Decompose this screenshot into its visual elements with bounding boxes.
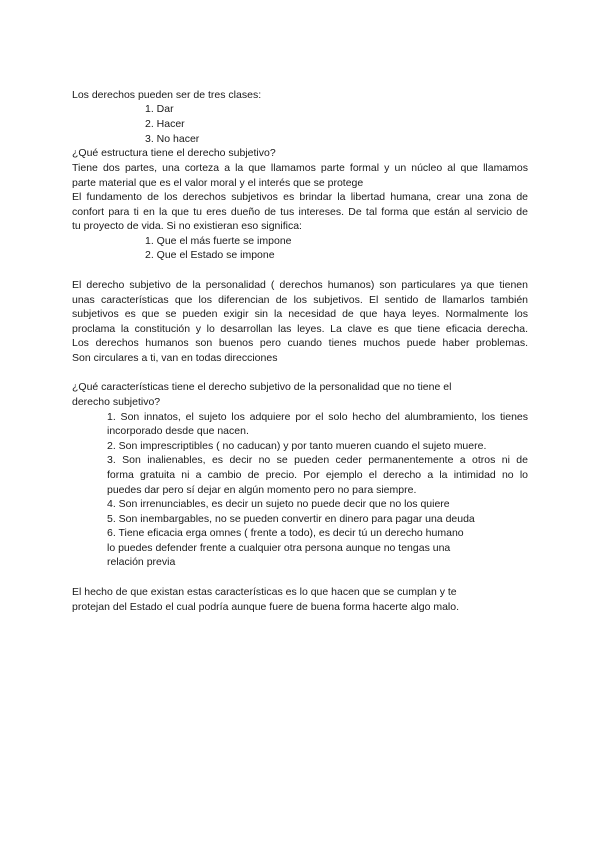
characteristic-item: relación previa [107, 556, 176, 568]
paragraph-line: Los derechos humanos son buenos pero cuando tienes muchos puede haber problemas. [72, 337, 528, 349]
paragraph-line: protejan del Estado el cual podría aunque fuere de buena forma hacerte algo malo. [72, 601, 460, 613]
characteristic-item: 2. Son imprescriptibles ( no caducan) y por tanto mueren cuando el sujeto muere. [107, 440, 487, 452]
characteristic-item: 4. Son irrenunciables, es decir un sujeto no puede decir que no los quiere [107, 498, 450, 510]
paragraph-line: El hecho de que existan estas características es lo que hacen que se cumplan y te [72, 586, 457, 598]
classes-heading: Los derechos pueden ser de tres clases: [72, 89, 262, 101]
characteristic-item: puedes dar pero sí dejar en algún momento pero no para siempre. [107, 484, 417, 496]
characteristic-item: 1. Son innatos, el sujeto los adquiere por el solo hecho del alumbramiento, los tienes [107, 411, 528, 423]
paragraph-line: unas características que los diferencian de los subjetivos. El sentido de llamarlos también [72, 294, 528, 306]
class-item: 1. Dar [145, 103, 174, 115]
characteristic-item: 6. Tiene eficacia erga omnes ( frente a todo), es decir tú un derecho humano [107, 527, 464, 539]
paragraph-line: Son circulares a ti, van en todas direcciones [72, 352, 278, 364]
class-item: 3. No hacer [145, 133, 200, 145]
paragraph-line: tu proyecto de vida. Si no existieran eso significa: [72, 220, 302, 232]
consequence-item: 1. Que el más fuerte se impone [145, 235, 292, 247]
paragraph-line: Tiene dos partes, una corteza a la que llamamos parte formal y un núcleo al que llamamos [72, 162, 528, 174]
characteristic-item: 5. Son inembargables, no se pueden convertir en dinero para pagar una deuda [107, 513, 475, 525]
consequence-item: 2. Que el Estado se impone [145, 249, 275, 261]
caracteristicas-question: derecho subjetivo? [72, 396, 161, 408]
paragraph-line: confort para ti en la que tu eres dueño de tus intereses. De tal forma que están al servicio de [72, 206, 528, 218]
paragraph-line: El fundamento de los derechos subjetivos es brindar la libertad humana, crear una zona de [72, 191, 528, 203]
class-item: 2. Hacer [145, 118, 185, 130]
paragraph-line: El derecho subjetivo de la personalidad ( derechos humanos) son particulares ya que tienen [72, 279, 528, 291]
paragraph-line: parte material que es el valor moral y el interés que se protege [72, 177, 364, 189]
characteristic-item: 3. Son inalienables, es decir no se pueden ceder permanentemente a otros ni de [107, 454, 528, 466]
characteristic-item: forma gratuita ni a cambio de precio. Por ejemplo el derecho a la intimidad no lo [107, 469, 528, 481]
paragraph-line: subjetivos es que se pueden exigir sin la necesidad de que haya leyes. Normalmente los [72, 308, 528, 320]
paragraph-line: proclama la constitución y lo desarrollan las leyes. La clave es que tiene eficacia derecha. [72, 323, 528, 335]
caracteristicas-question: ¿Qué características tiene el derecho subjetivo de la personalidad que no tiene el [72, 381, 452, 393]
characteristic-item: lo puedes defender frente a cualquier otra persona aunque no tengas una [107, 542, 451, 554]
characteristic-item: incorporado desde que nacen. [107, 425, 249, 437]
estructura-question: ¿Qué estructura tiene el derecho subjetivo? [72, 147, 276, 159]
